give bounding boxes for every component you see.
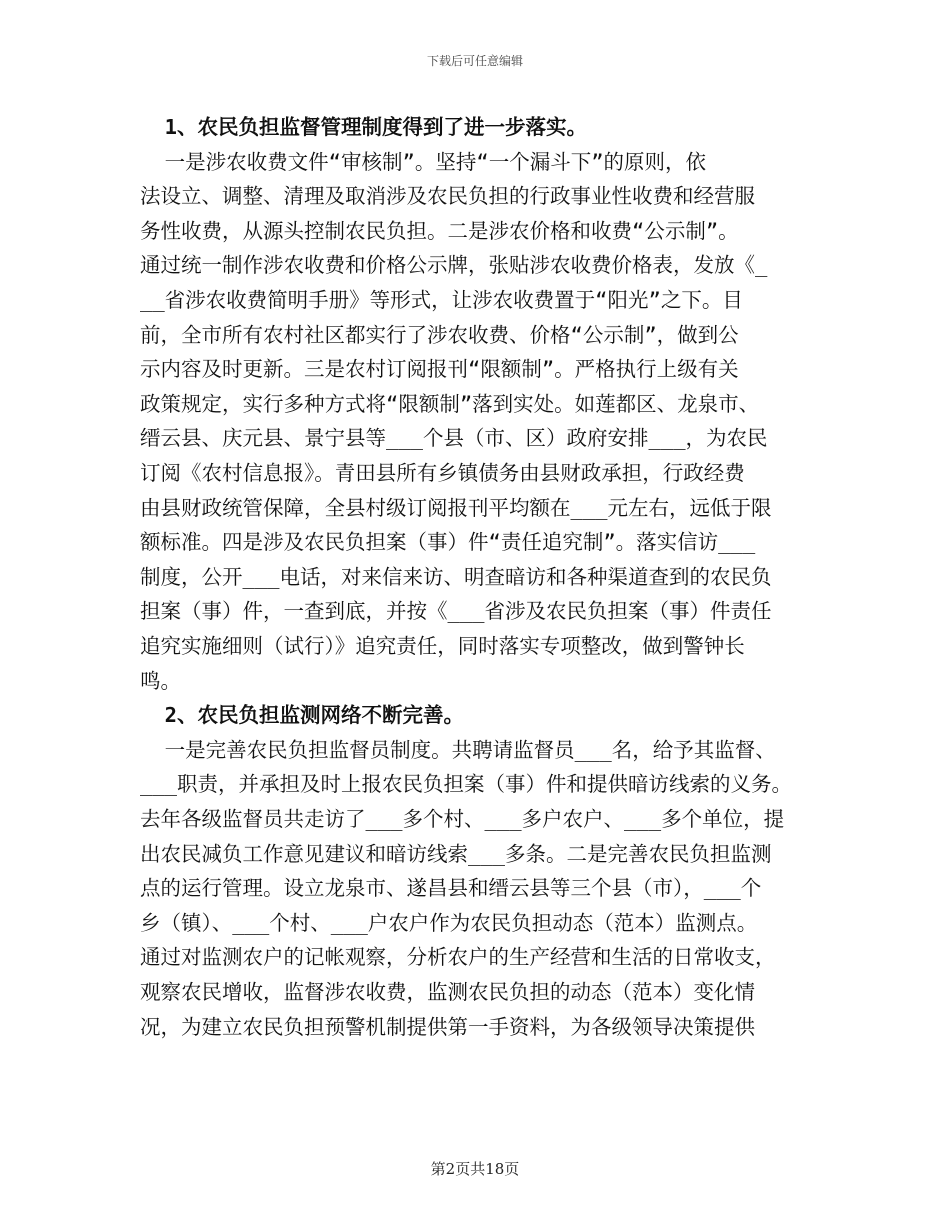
text-line: 前，全市所有农村社区都实行了涉农收费、价格“公示制”，做到公 [140, 322, 739, 347]
text-line: 一是完善农民负担监督员制度。共聘请监督员___名，给予其监督、 [140, 737, 776, 762]
text-line: 况，为建立农民负担预警机制提供第一手资料，为各级领导决策提供 [140, 1014, 755, 1039]
page-footer: 第2页共18页 [430, 1160, 520, 1178]
text-line: 务性收费，从源头控制农民负担。二是涉农价格和收费“公示制”。 [140, 218, 739, 243]
text-line: 一是涉农收费文件“审核制”。坚持“一个漏斗下”的原则，依 [140, 149, 707, 174]
text-line: 出农民减负工作意见建议和暗访线索___多条。二是完善农民负担监测 [140, 841, 772, 866]
text-line: 订阅《农村信息报》。青田县所有乡镇债务由县财政承担，行政经费 [140, 461, 745, 485]
text-line: 政策规定，实行多种方式将“限额制”落到实处。如莲都区、龙泉市、 [140, 391, 760, 416]
text-line: 观察农民增收，监督涉农收费，监测农民负担的动态（范本）变化情 [140, 980, 755, 1004]
text-line: 追究实施细则（试行）》追究责任，同时落实专项整改，做到警钟长 [140, 634, 745, 658]
text-line: 担案（事）件，一查到底，并按《___省涉及农民负担案（事）件责任 [140, 599, 772, 624]
page-header: 下载后可任意编辑 [426, 54, 523, 68]
text-line: 去年各级监督员共走访了___多个村、___多户农户、___多个单位，提 [140, 807, 785, 831]
text-line: 由县财政统管保障，全县村级订阅报刊平均额在___元左右，远低于限 [140, 495, 772, 520]
section-heading: 2、农民负担监测网络不断完善。 [140, 703, 465, 728]
text-line: 鸣。 [140, 668, 181, 693]
text-line: 制度，公开___电话，对来信来访、明查暗访和各种渠道查到的农民负 [140, 564, 772, 589]
text-line: ___职责，并承担及时上报农民负担案（事）件和提供暗访线索的义务。 [140, 772, 793, 797]
section-heading: 1、农民负担监督管理制度得到了进一步落实。 [140, 115, 588, 139]
text-line: 通过对监测农户的记帐观察，分析农户的生产经营和生活的日常收支， [140, 945, 776, 970]
text-line: 法设立、调整、清理及取消涉及农民负担的行政事业性收费和经营服 [140, 184, 755, 209]
text-line: 缙云县、庆元县、景宁县等___个县（市、区）政府安排___，为农民 [140, 426, 768, 451]
text-line: 示内容及时更新。三是农村订阅报刊“限额制”。严格执行上级有关 [140, 357, 739, 382]
text-line: 点的运行管理。设立龙泉市、遂昌县和缙云县等三个县（市），___个 [140, 876, 762, 901]
text-line: 额标准。四是涉及农民负担案（事）件“责任追究制”。落实信访___ [140, 530, 756, 555]
text-line: 乡（镇）、___个村、___户农户作为农民负担动态（范本）监测点。 [140, 910, 758, 935]
text-line: 通过统一制作涉农收费和价格公示牌，张贴涉农收费价格表，发放《_ [140, 253, 768, 278]
text-line: __省涉农收费简明手册》等形式，让涉农收费置于“阳光”之下。目 [140, 288, 743, 312]
